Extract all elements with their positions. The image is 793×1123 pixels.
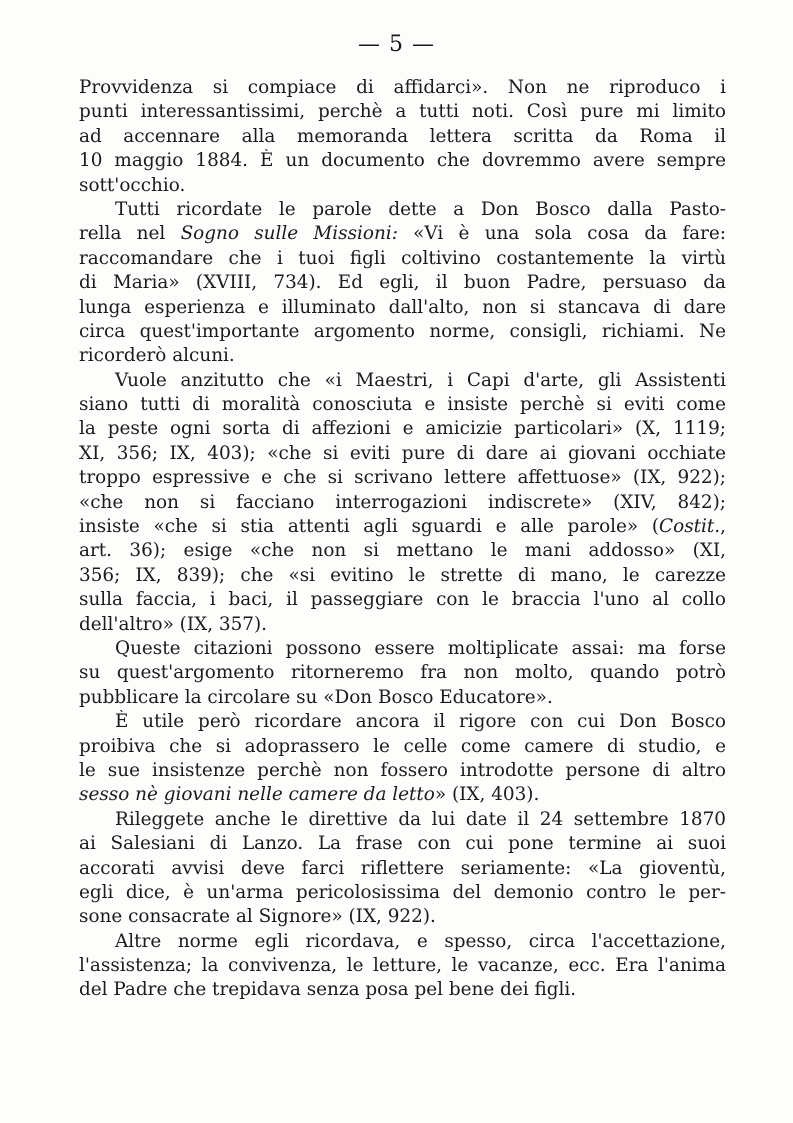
text-line: Provvidenza si compiace di affidarci». Non ne riproduco i [79, 77, 726, 98]
text-segment: » (IX, 403). [434, 784, 540, 806]
italic-segment: Costit. [659, 516, 721, 538]
text-line: dell'altro» (IX, 357). [79, 613, 268, 635]
text-line [79, 515, 726, 539]
text-line: di Maria» (XVIII, 734). Ed egli, il buon Padre, persuaso da [79, 272, 726, 294]
text-segment: , [720, 516, 726, 538]
text-line: ad accennare alla memoranda lettera scritta da Roma il [79, 125, 726, 147]
italic-segment: sesso nè giovani nelle camere da letto [79, 784, 435, 806]
text-line: Rileggete anche le direttive da lui date il 24 settembre 1870 [115, 808, 726, 830]
text-line: Vuole anzitutto che «i Maestri, i Capi d'arte, gli Assistenti [115, 369, 726, 391]
text-line: 356; IX, 839); che «si evitino le strette di mano, le carezze [79, 564, 726, 586]
text-line: siano tutti di moralità conosciuta e insiste perchè si eviti come [79, 394, 726, 416]
text-line: del Padre che trepidava senza posa pel bene dei figli. [79, 979, 577, 1001]
text-segment: rella nel [79, 223, 181, 245]
page-number: — 5 — [358, 32, 435, 57]
italic-segment: Sogno sulle Missioni: [180, 223, 398, 245]
text-line: È utile però ricordare ancora il rigore con cui Don Bosco [115, 711, 726, 733]
text-line: 10 maggio 1884. È un documento che dovremmo avere sempre [79, 150, 726, 172]
text-line: Altre norme egli ricordava, e spesso, circa l'accettazione, [115, 930, 726, 952]
text-line: l'assistenza; la convivenza, le letture, le vacanze, ecc. Era l'anima [79, 955, 726, 977]
text-segment: «Vi è una sola cosa da fare: [397, 223, 726, 245]
text-line: proibiva che si adoprassero le celle come camere di studio, e [79, 735, 726, 757]
text-line: troppo espressive e che si scrivano lettere affettuose» (IX, 922); [79, 467, 726, 489]
text-line: ricorderò alcuni. [79, 345, 235, 367]
text-line: su quest'argomento ritorneremo fra non molto, quando potrò [79, 662, 726, 684]
text-line: punti interessantissimi, perchè a tutti noti. Così pure mi limito [79, 101, 726, 123]
text-segment: insiste «che si stia attenti agli sguardi e alle parole» ( [79, 516, 660, 538]
text-line: ai Salesiani di Lanzo. La frase con cui pone termine ai suoi [79, 833, 726, 855]
text-line: accorati avvisi deve farci riflettere seriamente: «La gioventù, [79, 857, 726, 879]
text-line: art. 36); esige «che non si mettano le mani addosso» (XI, [79, 540, 726, 562]
text-line: «che non si facciano interrogazioni indiscrete» (XIV, 842); [79, 491, 726, 513]
text-line: Queste citazioni possono essere moltiplicate assai: ma forse [115, 637, 726, 659]
text-line: sott'occhio. [79, 174, 186, 196]
text-line: circa quest'importante argomento norme, consigli, richiami. Ne [79, 320, 726, 342]
text-line: sone consacrate al Signore» (IX, 922). [79, 906, 436, 928]
text-line: egli dice, è un'arma pericolosissima del demonio contro le per- [79, 881, 726, 903]
body-text [79, 76, 726, 1003]
text-line: XI, 356; IX, 403); «che si eviti pure di dare ai giovani occhiate [79, 442, 726, 464]
text-line: lunga esperienza e illuminato dall'alto, non si stancava di dare [79, 296, 726, 318]
text-line: Tutti ricordate le parole dette a Don Bosco dalla Pasto- [115, 198, 726, 220]
text-line: sulla faccia, i baci, il passeggiare con le braccia l'uno al collo [79, 589, 726, 611]
text-line [79, 222, 726, 246]
text-line: la peste ogni sorta di affezioni e amicizie particolari» (X, 1119; [79, 418, 726, 440]
text-line: raccomandare che i tuoi figli coltivino costantemente la virtù [79, 247, 726, 269]
text-line: pubblicare la circolare su «Don Bosco Educatore». [79, 686, 553, 708]
text-line [79, 783, 726, 807]
text-line: le sue insistenze perchè non fossero introdotte persone di altro [79, 759, 726, 781]
